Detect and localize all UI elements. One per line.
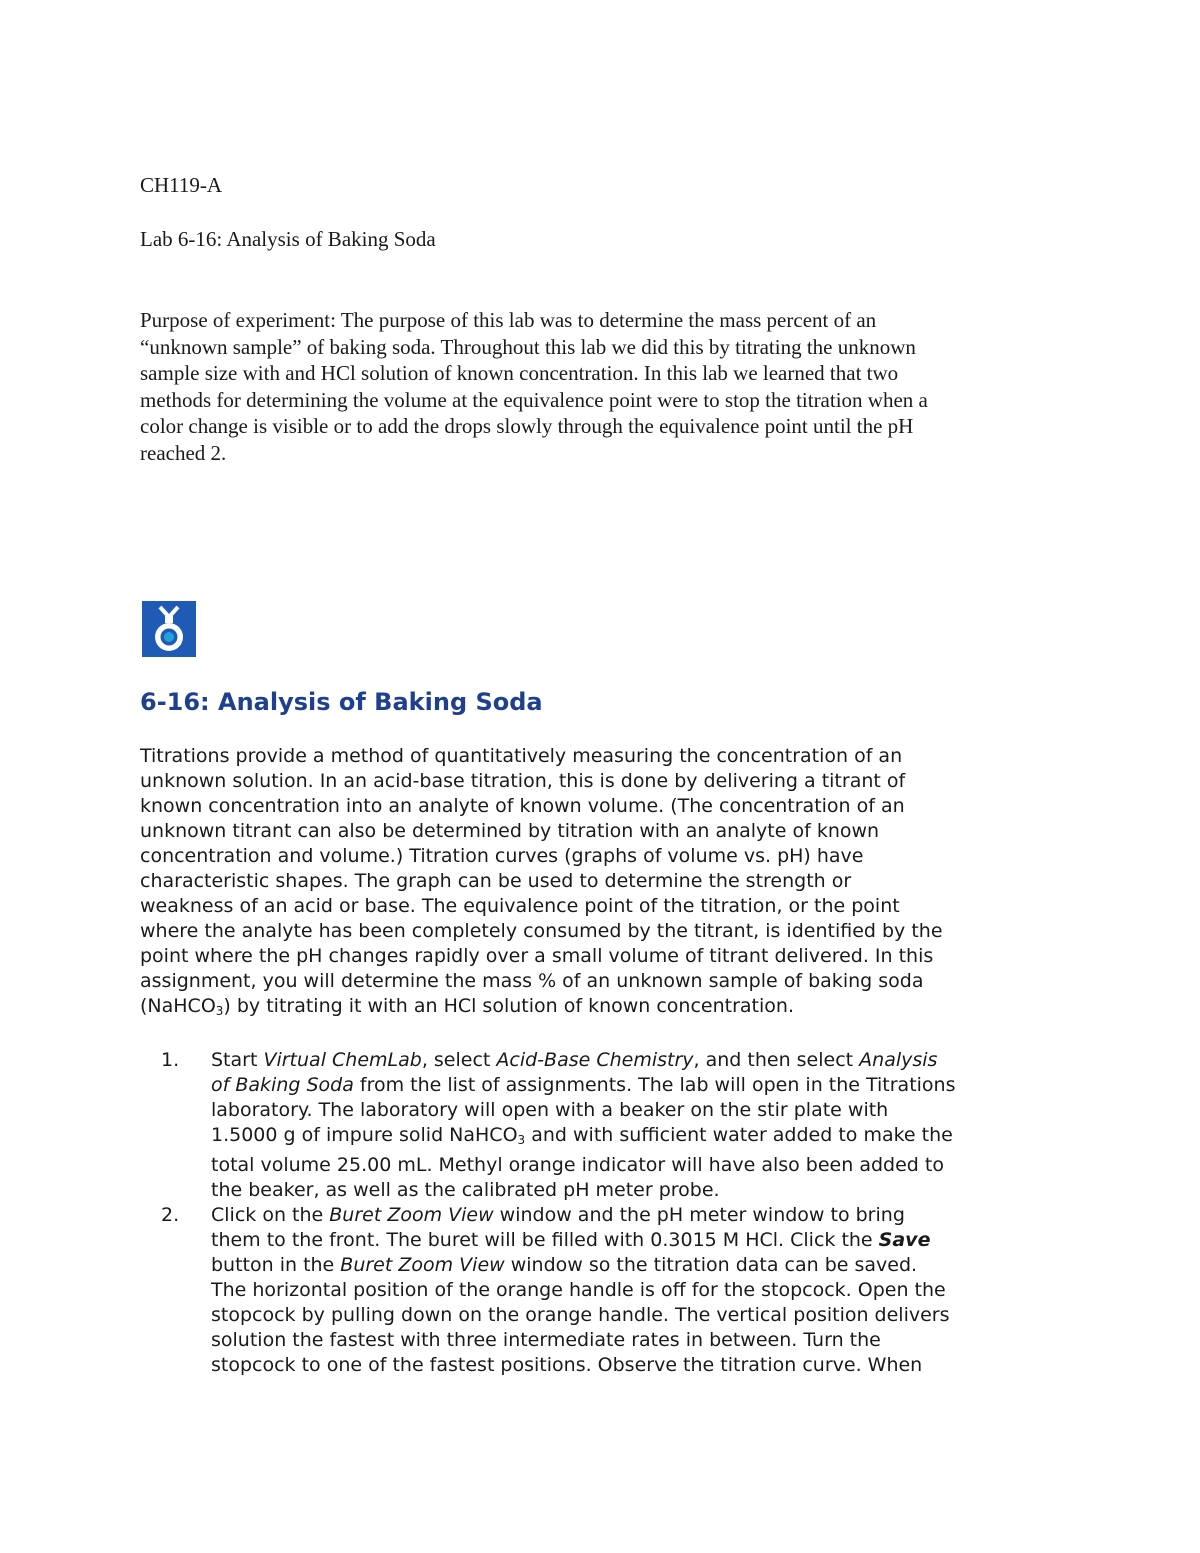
step-item (140, 1203, 1070, 1378)
flask-neck (165, 616, 173, 623)
step-line: Click on the Buret Zoom View window and the pH meter window to bring (211, 1204, 905, 1226)
intro-line: known concentration into an analyte of known volume. (The concentration of an (140, 795, 905, 817)
step-item (140, 1048, 1070, 1203)
purpose-line: methods for determining the volume at the equivalence point were to stop the titration when a (140, 387, 928, 412)
intro-line: characteristic shapes. The graph can be used to determine the strength or (140, 870, 852, 892)
step-line: 1.5000 g of impure solid NaHCO$_3$ and with sufficient water added to make the (211, 1124, 953, 1147)
step-line: laboratory. The laboratory will open with a beaker on the stir plate with (211, 1099, 889, 1121)
step-line: button in the Buret Zoom View window so the titration data can be saved. (211, 1254, 918, 1276)
lab-title: Lab 6-16: Analysis of Baking Soda (140, 227, 436, 251)
step-line: stopcock to one of the fastest positions. Observe the titration curve. When (211, 1354, 923, 1376)
step-line: of Baking Soda from the list of assignments. The lab will open in the Titrations (211, 1074, 956, 1096)
step-line: the beaker, as well as the calibrated pH meter probe. (211, 1179, 720, 1201)
flask-liquid (164, 632, 174, 642)
intro-line: where the analyte has been completely consumed by the titrant, is identified by the (140, 920, 943, 942)
step-line: Start Virtual ChemLab, select Acid-Base Chemistry, and then select Analysis (211, 1049, 938, 1071)
purpose-line: reached 2. (140, 440, 227, 465)
intro-line: (NaHCO$_3$) by titrating it with an HCl solution of known concentration. (140, 995, 794, 1018)
purpose-line: color change is visible or to add the drops slowly through the equivalence point until the pH (140, 414, 914, 438)
purpose-line: Purpose of experiment: The purpose of this lab was to determine the mass percent of an (140, 308, 877, 332)
step-line: The horizontal position of the orange handle is off for the stopcock. Open the (211, 1279, 946, 1301)
purpose-paragraph (140, 307, 1060, 466)
step-line: total volume 25.00 mL. Methyl orange indicator will have also been added to (211, 1154, 944, 1176)
course-code: CH119-A (140, 173, 223, 197)
intro-line: assignment, you will determine the mass % of an unknown sample of baking soda (140, 970, 924, 992)
intro-line: concentration and volume.) Titration curves (graphs of volume vs. pH) have (140, 845, 864, 867)
intro-line: unknown solution. In an acid-base titration, this is done by delivering a titrant of (140, 770, 906, 792)
step-line: them to the front. The buret will be filled with 0.3015 M HCl. Click the Save (211, 1229, 931, 1251)
step-number: 2. (161, 1204, 180, 1226)
intro-line: weakness of an acid or base. The equivalence point of the titration, or the point (140, 895, 900, 917)
intro-paragraph (140, 744, 1070, 1024)
assignment-heading: 6-16: Analysis of Baking Soda (140, 688, 543, 716)
purpose-line: “unknown sample” of baking soda. Throughout this lab we did this by titrating the unknown (140, 334, 916, 359)
flask-icon (142, 601, 196, 657)
intro-line: Titrations provide a method of quantitatively measuring the concentration of an (140, 745, 903, 767)
step-line: solution the fastest with three intermediate rates in between. Turn the (211, 1329, 881, 1351)
intro-line: unknown titrant can also be determined by titration with an analyte of known (140, 820, 880, 842)
instruction-steps (140, 1048, 1070, 1378)
intro-line: point where the pH changes rapidly over a small volume of titrant delivered. In this (140, 945, 934, 967)
step-number: 1. (161, 1049, 180, 1071)
purpose-line: sample size with and HCl solution of known concentration. In this lab we learned that two (140, 361, 899, 385)
step-line: stopcock by pulling down on the orange handle. The vertical position delivers (211, 1304, 950, 1326)
